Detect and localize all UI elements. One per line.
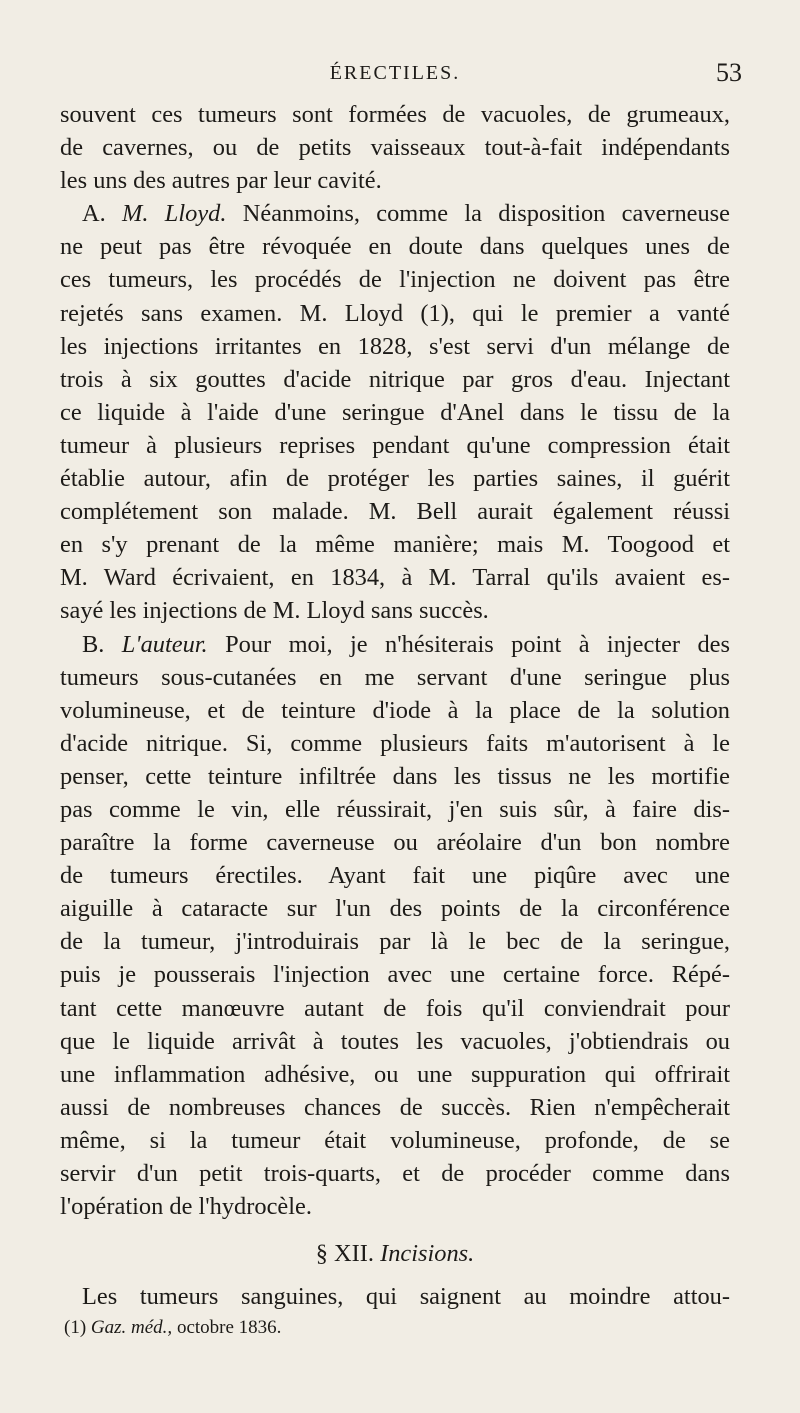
text-line: paraître la forme caverneuse ou aréolaire d'un bon nombre [60, 829, 730, 857]
text-line: les injections irritantes en 1828, s'est servi d'un mélange de [60, 332, 730, 360]
text-line: établie autour, afin de protéger les parties saines, il guérit [60, 465, 730, 493]
text-line: l'opération de l'hydrocèle. [60, 1193, 312, 1221]
text-line: aussi de nombreuses chances de succès. Rien n'empêcherait [60, 1093, 730, 1121]
footnote-marker: (1) [64, 1317, 87, 1339]
text-line: ces tumeurs, les procédés de l'injection ne doivent pas être [60, 266, 730, 294]
text-line: de la tumeur, j'introduirais par là le bec de la seringue, [60, 928, 730, 956]
running-title: ÉRECTILES. [329, 62, 461, 84]
text-line: volumineuse, et de teinture d'iode à la place de la solution [60, 696, 730, 724]
text-line: pas comme le vin, elle réussirait, j'en suis sûr, à faire dis- [60, 795, 730, 823]
text-line: tumeurs sous-cutanées en me servant d'une seringue plus [60, 663, 730, 691]
text-line: M. Ward écrivaient, en 1834, à M. Tarral qu'ils avaient es- [60, 564, 730, 592]
footnote-source: Gaz. méd., [90, 1317, 173, 1339]
text-line: sayé les injections de M. Lloyd sans succès. [60, 597, 489, 625]
text-line: de cavernes, ou de petits vaisseaux tout-à-fait indépendants [60, 134, 730, 162]
text-line: en s'y prenant de la même manière; mais M. Toogood et [60, 531, 730, 559]
text-line: les uns des autres par leur cavité. [60, 167, 382, 195]
text-line: trois à six gouttes d'acide nitrique par gros d'eau. Injectant [60, 365, 730, 393]
footnote [60, 1315, 730, 1341]
paragraph-a-first-line [60, 197, 730, 230]
paragraph-a-name: M. Lloyd. [122, 200, 227, 228]
text-line: ne peut pas être révoquée en doute dans quelques unes de [60, 233, 730, 261]
section-number: § XII. [315, 1240, 374, 1268]
text-line: complétement son malade. M. Bell aurait également réussi [60, 498, 730, 526]
text-line: puis je pousserais l'injection avec une certaine force. Répé- [60, 961, 730, 989]
text-line: tumeur à plusieurs reprises pendant qu'une compression était [60, 431, 730, 459]
text-line: une inflammation adhésive, ou une suppuration qui offrirait [60, 1060, 730, 1088]
text-line: que le liquide arrivât à toutes les vacuoles, j'obtiendrais ou [60, 1027, 730, 1055]
text-line: d'acide nitrique. Si, comme plusieurs faits m'autorisent à le [60, 729, 730, 757]
text-line: souvent ces tumeurs sont formées de vacuoles, de grumeaux, [60, 101, 730, 128]
paragraph-b-first-line [60, 628, 730, 661]
page-number: 53 [716, 58, 742, 87]
body-text [60, 98, 730, 1313]
text-line: de tumeurs érectiles. Ayant fait une piqûre avec une [60, 862, 730, 890]
text-line: tant cette manœuvre autant de fois qu'il conviendrait pour [60, 994, 730, 1022]
section-heading [60, 1237, 730, 1270]
text-line: servir d'un petit trois-quarts, et de procéder comme dans [60, 1160, 730, 1187]
paragraph-a-text: Néanmoins, comme la disposition caverneuse [242, 200, 730, 228]
text-line: même, si la tumeur était volumineuse, profonde, de se [60, 1126, 730, 1154]
text-line: rejetés sans examen. M. Lloyd (1), qui le premier a vanté [60, 299, 730, 327]
paragraph-b-label: B. [82, 630, 105, 658]
running-head [60, 58, 742, 98]
paragraph-a-label: A. [82, 200, 106, 228]
text-line: penser, cette teinture infiltrée dans les tissus ne les mortifie [60, 762, 730, 790]
footnote-date: octobre 1836. [176, 1317, 282, 1339]
text-line: aiguille à cataracte sur l'un des points de la circonférence [60, 895, 730, 923]
paragraph-b-text: Pour moi, je n'hésiterais point à injecter des [225, 630, 730, 658]
text-line: Les tumeurs sanguines, qui saignent au moindre attou- [82, 1283, 730, 1311]
text-line: ce liquide à l'aide d'une seringue d'Anel dans le tissu de la [60, 398, 730, 426]
paragraph-b-name: L'auteur. [121, 630, 208, 658]
section-title: Incisions. [380, 1240, 475, 1268]
